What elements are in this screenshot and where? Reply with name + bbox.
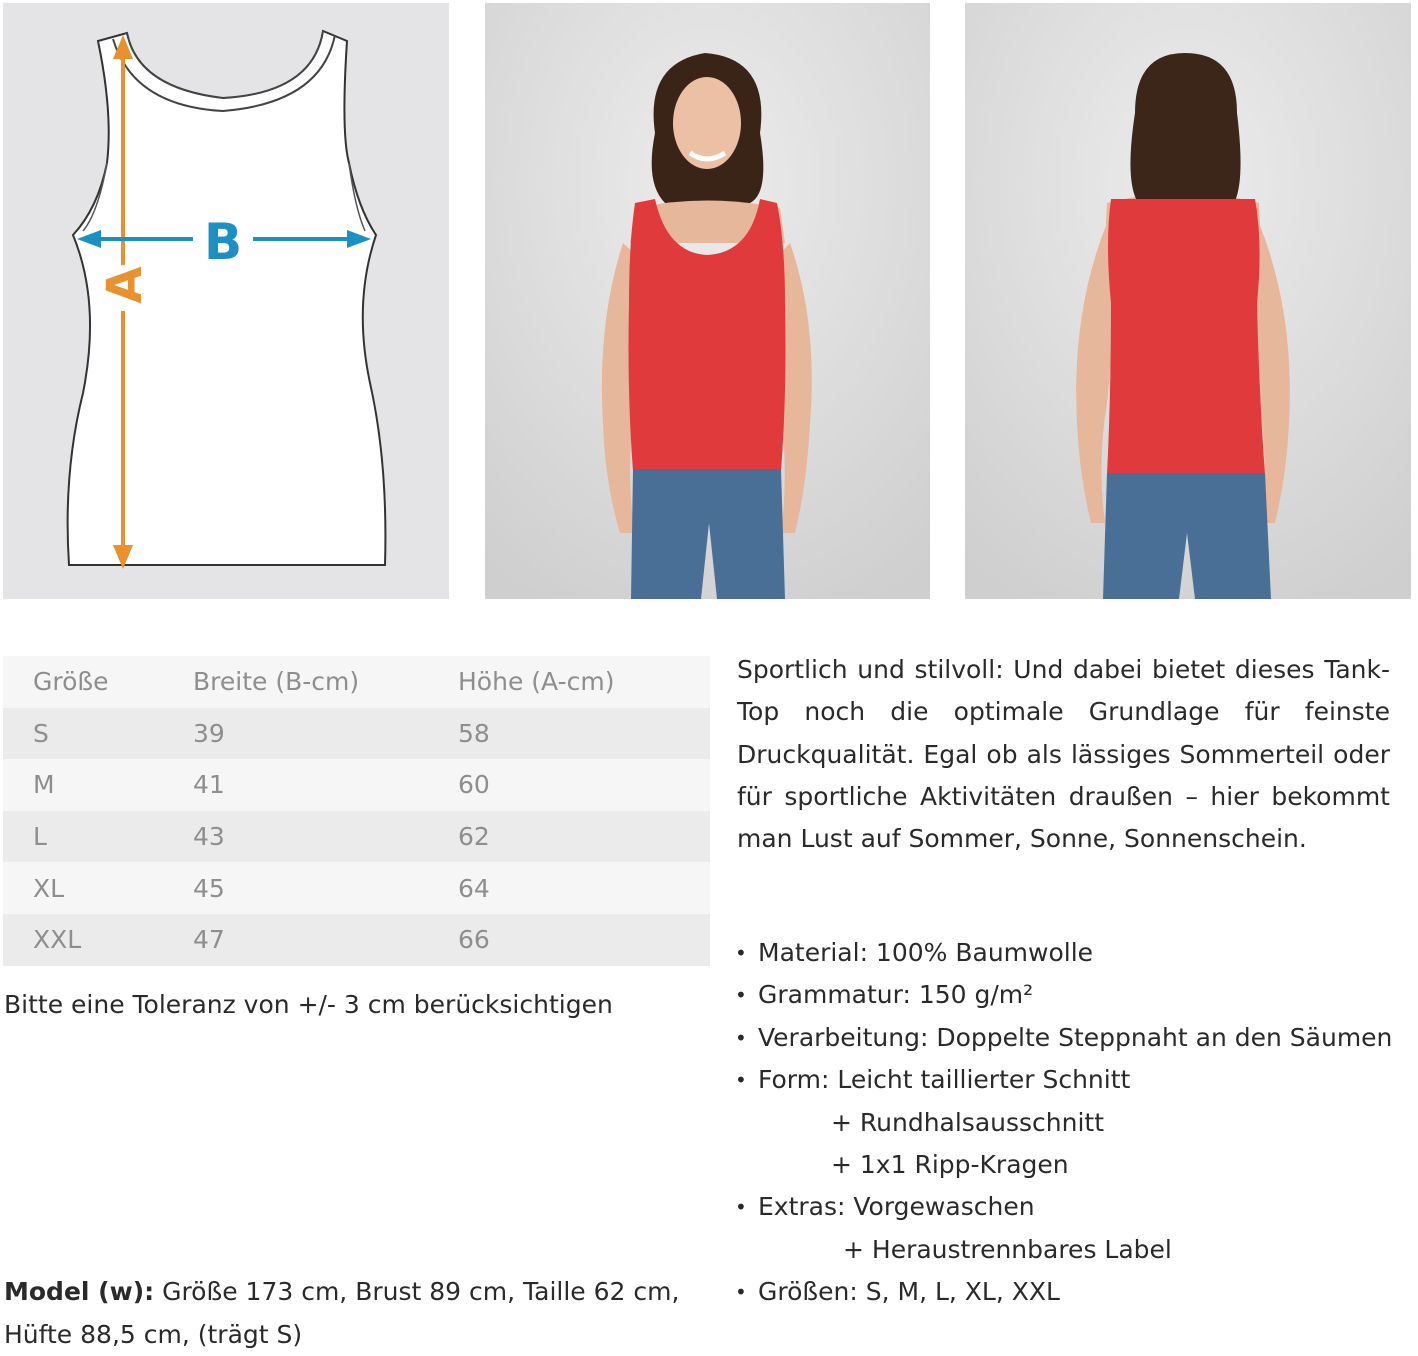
table-row (3, 914, 710, 966)
table-cell: S (33, 718, 49, 748)
model-label: Model (w): (4, 1277, 155, 1306)
model-back-photo (965, 3, 1411, 599)
table-cell: 45 (193, 873, 225, 903)
table-cell: 43 (193, 822, 225, 852)
bullet-icon: • (735, 1195, 747, 1220)
list-item: • Form: Leicht taillierter Schnitt (735, 1059, 1392, 1101)
feature-list (735, 932, 1392, 1314)
table-cell: 58 (458, 718, 490, 748)
table-cell: 64 (458, 873, 490, 903)
size-diagram (3, 3, 449, 599)
table-cell: L (33, 822, 47, 852)
list-item-continuation: + Heraustrennbares Label (843, 1234, 1172, 1264)
table-row (3, 862, 710, 914)
list-item: • Grammatur: 150 g/m² (735, 974, 1392, 1016)
table-cell: XXL (33, 925, 82, 955)
table-header-row (3, 656, 710, 708)
tank-top-outline (3, 3, 449, 599)
size-table (3, 656, 710, 966)
table-row (3, 811, 710, 863)
tolerance-note: Bitte eine Toleranz von +/- 3 cm berücksichtigen (4, 990, 613, 1019)
bullet-icon: • (735, 1068, 747, 1093)
table-cell: 60 (458, 770, 490, 800)
table-header: Größe (33, 667, 109, 697)
table-cell: 39 (193, 718, 225, 748)
model-front-photo (485, 3, 930, 599)
table-cell: M (33, 770, 55, 800)
list-item: • Verarbeitung: Doppelte Steppnaht an den Säumen (735, 1017, 1392, 1059)
list-item: • Größen: S, M, L, XL, XXL (735, 1271, 1392, 1313)
list-item-continuation: + 1x1 Ripp-Kragen (831, 1150, 1069, 1180)
bullet-icon: • (735, 1025, 747, 1050)
model-measurements: Größe 173 cm, Brust 89 cm, Taille 62 cm, Hüfte 88,5 cm, (trägt S) (4, 1277, 680, 1349)
table-header: Breite (B-cm) (193, 667, 360, 697)
table-row (3, 759, 710, 811)
list-item: • Extras: Vorgewaschen (735, 1186, 1392, 1228)
product-description: Sportlich und stilvoll: Und dabei bietet dieses Tank-Top noch die optimale Grundlage für feinste Druckqualität. Egal ob als lässiges Sommerteil oder für sportliche Aktivitäten draußen – hier bekommt man Lust auf Sommer, Sonne, Sonnenschein. (737, 655, 1390, 854)
bullet-icon: • (735, 983, 747, 1008)
bullet-icon: • (735, 941, 747, 965)
table-cell: XL (33, 873, 65, 903)
table-header: Höhe (A-cm) (458, 667, 615, 697)
diagram-label-b: B (203, 213, 243, 271)
model-info (4, 1270, 694, 1356)
table-cell: 66 (458, 925, 490, 955)
table-row (3, 708, 710, 760)
table-cell: 47 (193, 925, 225, 955)
table-cell: 41 (193, 770, 225, 800)
list-item-continuation: + Rundhalsausschnitt (831, 1107, 1105, 1137)
table-cell: 62 (458, 822, 490, 852)
list-item: • Material: 100% Baumwolle (735, 932, 1392, 974)
diagram-label-a: A (97, 266, 153, 304)
bullet-icon: • (735, 1280, 747, 1305)
